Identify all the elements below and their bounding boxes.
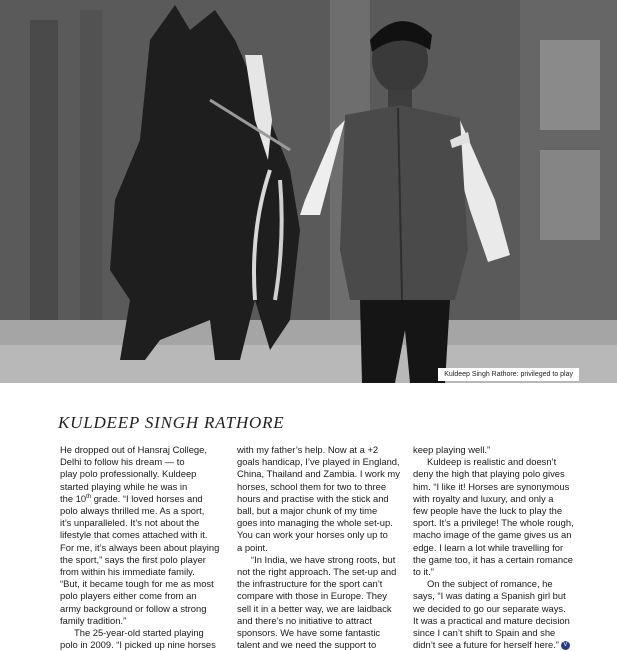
text-line: to it.”	[413, 566, 434, 578]
text-line: sponsors. We have some fantastic	[237, 627, 381, 639]
text-line: him. “I like it! Horses are synonymous	[413, 480, 570, 492]
text-line: edge. I learn a lot while travelling for	[413, 541, 564, 553]
end-of-article-icon: V	[561, 641, 570, 650]
text-line: it’s unparalleled. It’s not about the	[60, 517, 200, 529]
text-line: ball, but a major chunk of my time	[237, 505, 378, 517]
text-line: He dropped out of Hansraj College,	[60, 444, 207, 455]
text-line: the sport,” says the first polo player	[60, 553, 206, 565]
text-line: “In India, we have strong roots, but	[251, 553, 396, 565]
text-line: sport. It’s a privilege! The whole rough,	[413, 517, 574, 529]
article-column-2	[237, 444, 412, 651]
text-line: China, Thailand and Zambia. I work my	[237, 468, 400, 480]
text-line: army background or follow a strong	[60, 602, 207, 614]
text-line: lifestyle that comes attached with it.	[60, 529, 208, 541]
text-line: macho image of the game gives us an	[413, 529, 572, 541]
text-line: says, “I was dating a Spanish girl but	[413, 590, 566, 602]
text-line: It was a practical and mature decision	[413, 614, 570, 626]
text-line: On the subject of romance, he	[427, 578, 553, 590]
text-line: For me, it’s always been about playing	[60, 541, 220, 553]
text-line: the game too, it has a certain romance	[413, 553, 573, 565]
text-line: “But, it became tough for me as most	[60, 578, 214, 590]
text-line	[413, 639, 588, 651]
article-column-1	[60, 444, 235, 651]
text-line: the infrastructure for the sport can’t	[237, 578, 383, 590]
text-line: Kuldeep is realistic and doesn’t	[427, 456, 557, 468]
article-title: KULDEEP SINGH RATHORE	[58, 413, 285, 432]
text-line: goals handicap, I’ve played in England,	[237, 456, 400, 468]
text-line: horses, school them for two to three	[237, 480, 387, 492]
text-line: compare with those in Europe. They	[237, 590, 387, 602]
text-line: from within his immediate family.	[60, 566, 195, 578]
ordinal-suffix: th	[86, 493, 92, 500]
text-line: keep playing well.”	[413, 444, 491, 455]
text-line: Delhi to follow his dream — to	[60, 456, 185, 468]
text-line: started playing while he was in	[60, 480, 188, 492]
text-line: goes into managing the whole set-up.	[237, 517, 393, 529]
text-line: talent and we need the support to	[237, 639, 377, 651]
text-line: not the right approach. The set-up and	[237, 566, 397, 578]
photo-caption: Kuldeep Singh Rathore: privileged to play	[438, 368, 579, 381]
text-line	[60, 493, 235, 505]
text-line: sell it in a better way, we are laidback	[237, 602, 392, 614]
text-line: few people have the luck to play the	[413, 505, 563, 517]
text-line: play polo professionally. Kuldeep	[60, 468, 197, 480]
text-line: and there’s no initiative to attract	[237, 614, 372, 626]
text-line: family tradition.”	[60, 614, 127, 626]
text-line: hours and practise with the stick and	[237, 492, 389, 504]
text-line: polo always thrilled me. As a sport,	[60, 505, 205, 517]
article-column-3	[413, 444, 588, 651]
text-fragment: didn’t see a future for herself here.”	[413, 639, 559, 651]
text-line: since I can’t shift to Spain and she	[413, 627, 556, 639]
text-line: we decided to go our separate ways.	[413, 602, 566, 614]
text-line: a point.	[237, 541, 268, 553]
text-line: with my father’s help. Now at a +2	[237, 444, 379, 455]
text-line: polo players either come from an	[60, 590, 197, 602]
text-line: with royalty and luxury, and only a	[413, 492, 554, 504]
text-line: The 25-year-old started playing	[74, 627, 204, 639]
text-line: You can work your horses only up to	[237, 529, 388, 541]
text-fragment: the 10	[60, 492, 87, 504]
text-fragment: grade. “I loved horses and	[91, 492, 203, 504]
text-line: polo in 2009. “I picked up nine horses	[60, 639, 216, 651]
text-line: deny the high that playing polo gives	[413, 468, 565, 480]
